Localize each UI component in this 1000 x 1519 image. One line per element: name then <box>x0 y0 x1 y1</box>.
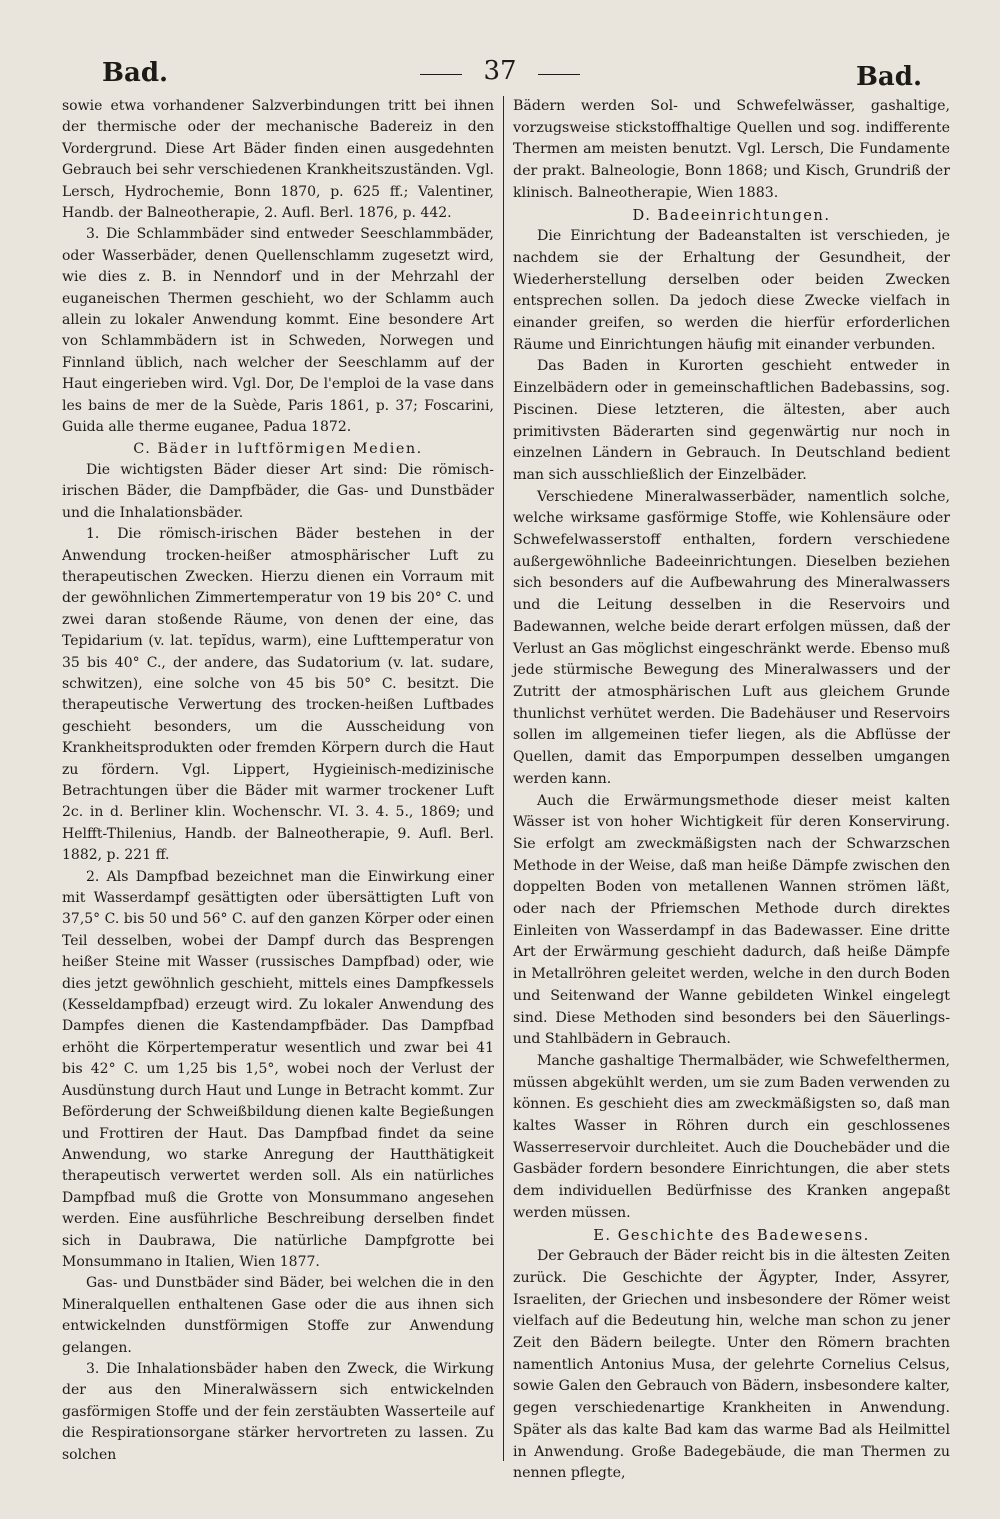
paragraph: Bädern werden Sol- und Schwefelwässer, gashaltige, vorzugsweise stickstoffhaltige Quellen und sog. indifferente Thermen am meisten benutzt. Vgl. Lersch, Die Fundamente der prakt. Balneologie, Bonn 1868; und Kisch, Grundriß der klinisch. Balneotherapie, Wien 1883. <box>513 98 950 201</box>
paragraph: 3. Die Schlammbäder sind entweder Seeschlammbäder, oder Wasserbäder, denen Quellenschlamm zugesetzt wird, wie dies z. B. in Nenndorf und in der Mehrzahl der euganeischen Thermen geschieht, wo der Schlamm auch allein zu lokaler Anwendung kommt. Eine besondere Art von Schlammbädern ist in Schweden, Norwegen und Finnland üblich, nach welcher der Seeschlamm auf der Haut eingerieben wird. Vgl. Dor, De l'emploi de la vase dans les bains de mer de la Suède, Paris 1861, p. 37; Foscarini, Guida alle therme euganee, Padua 1872. <box>62 226 494 436</box>
paragraph: Auch die Erwärmungsmethode dieser meist kalten Wässer ist von hoher Wichtigkeit für deren Konservirung. Sie erfolgt am zweckmäßigsten nach der Schwarzschen Methode in der Weise, daß man heiße Dämpfe zwischen den doppelten Boden von metallenen Wannen strömen läßt, oder nach der Pfriemschen Methode durch direktes Einleiten von Wasserdampf in das Badewasser. Eine dritte Art der Erwärmung geschieht dadurch, daß heiße Dämpfe in Metallröhren geleitet werden, welche in den durch Boden und Seitenwand der Wanne gebildeten Winkel eingelegt sind. Diese Methoden sind besonders bei den Säuerlings- und Stahlbädern in Gebrauch. <box>513 792 950 1048</box>
running-head <box>0 56 1000 92</box>
paragraph: Manche gashaltige Thermalbäder, wie Schwefelthermen, müssen abgekühlt werden, um sie zum Baden verwenden zu können. Es geschieht dies am zweckmäßigsten so, daß man kaltes Wasser in Röhren durch ein geschlossenes Wasserreservoir durchleitet. Auch die Douchebäder und die Gasbäder fordern besondere Einrichtungen, die aber stets dem individuellen Bedürfnisse des Kranken angepaßt werden müssen. <box>513 1052 950 1221</box>
paragraph: sowie etwa vorhandener Salzverbindungen tritt bei ihnen der thermische oder der mechanische Badereiz in den Vordergrund. Diese Art Bäder finden einen ausgedehnten Gebrauch bei sehr verschiedenen Krankheitszuständen. Vgl. Lersch, Hydrochemie, Bonn 1870, p. 625 ff.; Valentiner, Handb. der Balneotherapie, 2. Aufl. Berl. 1876, p. 442. <box>62 98 494 222</box>
paragraph: Die wichtigsten Bäder dieser Art sind: Die römisch-irischen Bäder, die Dampfbäder, die Gas- und Dunstbäder und die Inhalationsbäder. <box>62 461 494 521</box>
section-heading: C. Bäder in luftförmigen Medien. <box>133 440 423 457</box>
paragraph: Verschiedene Mineralwasserbäder, namentlich solche, welche wirksame gasförmige Stoffe, wie Kohlensäure oder Schwefelwasserstoff enthalten, fordern verschiedene außergewöhnliche Badeeinrichtungen. Dieselben beziehen sich besonders auf die Aufbewahrung des Mineralwassers und die Leitung desselben in die Reservoirs und Badewannen, welche beide derart erfolgen müssen, daß der Verlust an Gas möglichst eingeschränkt werde. Ebenso muß jede stürmische Bewegung des Mineralwassers und der Zutritt der atmosphärischen Luft aus gleichem Grunde thunlichst verhütet werden. Die Badehäuser und Reservoirs sollen im allgemeinen tiefer liegen, als die Abflüsse der Quellen, damit das Emporpumpen desselben umgangen werden kann. <box>513 488 950 787</box>
section-heading: E. Geschichte des Badewesens. <box>593 1226 870 1244</box>
paragraph: Die Einrichtung der Badeanstalten ist verschieden, je nachdem sie der Erhaltung der Gesundheit, der Wiederherstellung derselben oder beiden Zwecken entsprechen sollen. Da jedoch diese Zwecke vielfach in einander greifen, so werden die hierfür erforderlichen Räume und Einrichtungen häufig mit einander verbunden. <box>513 228 950 353</box>
left-column <box>62 96 494 1466</box>
header-right-keyword: Bad. <box>855 62 922 92</box>
paragraph: Der Gebrauch der Bäder reicht bis in die ältesten Zeiten zurück. Die Geschichte der Ägypter, Inder, Assyrer, Israeliten, der Griechen und insbesondere der Römer weist vielfach auf die Bedeutung hin, welche man schon zu jener Zeit den Bädern beilegte. Unter den Römern brachten namentlich Antonius Musa, der gelehrte Cornelius Celsus, sowie Galen den Gebrauch von Bädern, insbesondere kalter, gegen verschiedenartige Krankheiten in Anwendung. Später als das kalte Bad kam das warme Bad als Heilmittel in Anwendung. Große Badegebäude, die man Thermen zu nennen pflegte, <box>513 1248 950 1482</box>
paragraph: Das Baden in Kurorten geschieht entweder in Einzelbädern oder in gemeinschaftlichen Badebassins, sog. Piscinen. Diese letzteren, die ältesten, aber auch primitivsten Bäderarten sind gegenwärtig nur noch in einzelnen Ländern in Gebrauch. In Deutschland bedient man sich ausschließlich der Einzelbäder. <box>513 358 950 483</box>
column-divider <box>503 96 504 1461</box>
paragraph: 1. Die römisch-irischen Bäder bestehen in der Anwendung trocken-heißer atmosphärischer Luft zu therapeutischen Zwecken. Hierzu dienen ein Vorraum mit der gewöhnlichen Zimmertemperatur von 19 bis 20° C. und zwei daran stoßende Räume, von denen der eine, das Tepidarium (v. lat. tepĭdus, warm), eine Lufttemperatur von 35 bis 40° C., der andere, das Sudatorium (v. lat. sudare, schwitzen), eine solche von 45 bis 50° C. besitzt. Die therapeutische Verwertung des trocken-heißen Luftbades geschieht besonders, um die Ausscheidung von Krankheitsprodukten oder fremden Körpern durch die Haut zu fördern. Vgl. Lippert, Hygieinisch-medizinische Betrachtungen über die Bäder mit warmer trockener Luft 2c. in d. Berliner klin. Wochenschr. VI. 3. 4. 5., 1869; und Helfft-Thilenius, Handb. der Balneotherapie, 9. Aufl. Berl. 1882, p. 221 ff. <box>62 526 494 864</box>
header-left-keyword: Bad. <box>102 58 169 88</box>
paragraph: Gas- und Dunstbäder sind Bäder, bei welchen die in den Mineralquellen enthaltenen Gase oder die aus ihnen sich entwickelnden dunstförmigen Stoffe zur Anwendung gelangen. <box>62 1275 494 1356</box>
section-heading: D. Badeeinrichtungen. <box>632 206 831 224</box>
paragraph: 3. Die Inhalationsbäder haben den Zweck, die Wirkung der aus den Mineralwässern sich entwickelnden gasförmigen Stoffe und der fein zerstäubten Wasserteile auf die Respirationsorgane stärker hervortreten zu lassen. Zu solchen <box>62 1360 494 1463</box>
right-column <box>513 96 950 1485</box>
paragraph: 2. Als Dampfbad bezeichnet man die Einwirkung einer mit Wasserdampf gesättigten oder übersättigten Luft von 37,5° C. bis 50 und 56° C. auf den ganzen Körper oder einen Teil desselben, wobei der Dampf durch das Besprengen heißer Steine mit Wasser (russisches Dampfbad) oder, wie dies jetzt gewöhnlich geschieht, mittels eines Dampfkessels (Kesseldampfbad) erzeugt wird. Zu lokaler Anwendung des Dampfes dienen die Kastendampfbäder. Das Dampfbad erhöht die Körpertemperatur wesentlich und zwar bei 41 bis 42° C. um 1,25 bis 1,5°, wobei noch der Verlust der Ausdünstung durch Haut und Lunge in Betracht kommt. Zur Beförderung der Schweißbildung dienen kalte Begießungen und Frottiren der Haut. Das Dampfbad findet da seine Anwendung, wo starke Anregung der Hautthätigkeit therapeutisch verwertet werden soll. Als ein natürliches Dampfbad muß die Grotte von Monsummano angesehen werden. Eine ausführliche Beschreibung derselben findet sich in Daubrawa, Die natürliche Dampfgrotte bei Monsummano in Italien, Wien 1877. <box>62 868 494 1270</box>
page-number: 37 <box>420 56 580 86</box>
